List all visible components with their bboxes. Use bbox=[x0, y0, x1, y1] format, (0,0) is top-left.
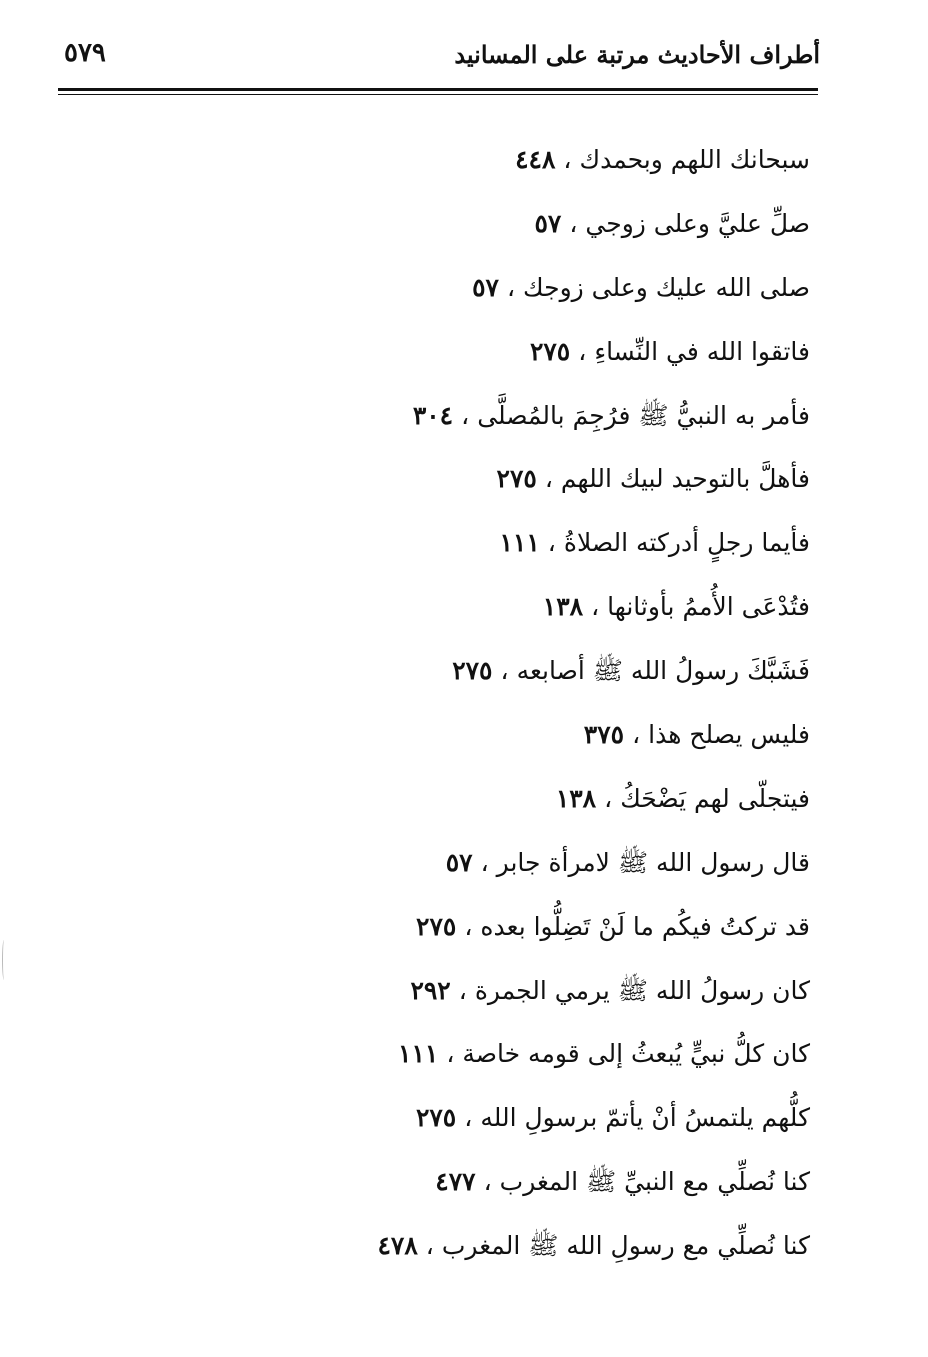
index-entry bbox=[210, 1156, 810, 1220]
entry-separator: ، bbox=[578, 336, 587, 366]
scan-margin-mark bbox=[2, 940, 6, 980]
entry-reference: ٣٠٤ bbox=[412, 400, 454, 430]
entry-separator: ، bbox=[563, 145, 572, 174]
header-rule-thin bbox=[58, 94, 818, 95]
entry-separator: ، bbox=[569, 208, 578, 238]
entry-reference: ٥٧ bbox=[534, 208, 562, 238]
entry-reference: ١١١ bbox=[398, 1039, 439, 1069]
running-head bbox=[60, 28, 820, 80]
entry-reference: ٢٧٥ bbox=[416, 911, 457, 941]
entry-text: سبحانك اللهم وبحمدك bbox=[579, 145, 810, 174]
header-rule-thick bbox=[58, 88, 818, 91]
entry-reference: ٤٧٧ bbox=[435, 1167, 476, 1197]
entry-separator: ، bbox=[500, 656, 509, 686]
index-entry bbox=[210, 581, 810, 645]
entry-reference: ١٣٨ bbox=[555, 783, 597, 813]
index-entry bbox=[210, 326, 810, 390]
index-entry bbox=[210, 134, 810, 198]
index-entry bbox=[210, 965, 810, 1029]
index-entry bbox=[210, 901, 810, 965]
entry-reference: ٤٧٨ bbox=[377, 1231, 418, 1261]
index-entry bbox=[210, 837, 810, 901]
entry-separator: ، bbox=[425, 1231, 434, 1261]
entry-reference: ٥٧ bbox=[472, 272, 499, 302]
entry-separator: ، bbox=[464, 1103, 473, 1133]
entry-text: فأهلَّ بالتوحيد لبيك اللهم bbox=[560, 464, 810, 494]
entry-text: كان كلُّ نبيٍّ يُبعثُ إلى قومه خاصة bbox=[462, 1039, 810, 1069]
index-entry bbox=[210, 645, 810, 709]
index-entry bbox=[210, 1092, 810, 1156]
entry-separator: ، bbox=[632, 720, 641, 750]
entry-reference: ١٣٨ bbox=[542, 592, 584, 622]
running-title: أطراف الأحاديث مرتبة على المسانيد bbox=[454, 40, 820, 69]
entry-reference: ٢٧٥ bbox=[529, 336, 571, 366]
entry-separator: ، bbox=[604, 783, 613, 813]
entry-text: فَشَبَّكَ رسولُ الله ﷺ أصابعه bbox=[516, 656, 810, 686]
entry-separator: ، bbox=[544, 464, 553, 494]
index-entry bbox=[210, 773, 810, 837]
page-number: ٥٧٩ bbox=[64, 38, 106, 68]
entry-separator: ، bbox=[506, 272, 516, 302]
entry-text: قد تركتُ فيكُم ما لَنْ تَضِلُّوا بعده bbox=[480, 911, 810, 941]
entry-text: قال رسول الله ﷺ لامرأة جابر bbox=[496, 847, 810, 877]
index-entry bbox=[210, 198, 810, 262]
entry-reference: ٢٧٥ bbox=[452, 656, 493, 686]
index-entry bbox=[210, 709, 810, 773]
entry-text: كنا نُصلِّي مع النبيِّ ﷺ المغرب bbox=[499, 1167, 810, 1197]
entry-text: كان رسولُ الله ﷺ يرمي الجمرة bbox=[474, 975, 810, 1005]
entry-separator: ، bbox=[461, 400, 470, 430]
entry-separator: ، bbox=[464, 911, 473, 941]
entry-separator: ، bbox=[547, 528, 556, 558]
entry-reference: ١١١ bbox=[499, 528, 540, 558]
entry-text: فأمر به النبيُّ ﷺ فرُجِمَ بالمُصلَّى bbox=[477, 400, 810, 430]
entry-text: فتُدْعَى الأُممُ بأوثانها bbox=[607, 592, 810, 622]
index-entry bbox=[210, 1220, 810, 1284]
entry-text: فاتقوا الله في النِّساءِ bbox=[594, 336, 810, 366]
entry-reference: ٤٤٨ bbox=[515, 145, 556, 174]
index-entry bbox=[210, 262, 810, 326]
index-entry bbox=[210, 453, 810, 517]
entry-text: كلُّهم يلتمسُ أنْ يأتمّ برسولِ الله bbox=[480, 1103, 810, 1133]
entry-reference: ٢٧٥ bbox=[496, 464, 537, 494]
entry-reference: ٢٩٢ bbox=[410, 975, 451, 1005]
entry-reference: ٣٧٥ bbox=[583, 720, 625, 750]
index-entry bbox=[210, 390, 810, 454]
entry-text: صلى الله عليك وعلى زوجك bbox=[523, 272, 810, 302]
entry-separator: ، bbox=[458, 975, 467, 1005]
entry-separator: ، bbox=[446, 1039, 455, 1069]
entry-separator: ، bbox=[591, 592, 600, 622]
entry-text: فليس يصلح هذا bbox=[648, 720, 810, 750]
entry-text: فأيما رجلٍ أدركته الصلاةُ bbox=[563, 528, 810, 558]
entry-text: كنا نُصلِّي مع رسولِ الله ﷺ المغرب bbox=[441, 1231, 810, 1261]
entry-reference: ٥٧ bbox=[445, 847, 473, 877]
entry-separator: ، bbox=[483, 1167, 492, 1197]
index-entry bbox=[210, 1028, 810, 1092]
index-entry bbox=[210, 517, 810, 581]
entry-text: صلِّ عليَّ وعلى زوجي bbox=[585, 208, 810, 238]
entry-reference: ٢٧٥ bbox=[415, 1103, 457, 1133]
entry-separator: ، bbox=[480, 847, 489, 877]
entry-text: فيتجلّى لهم يَضْحَكُ bbox=[620, 783, 810, 813]
hadith-index-list bbox=[210, 134, 810, 1284]
